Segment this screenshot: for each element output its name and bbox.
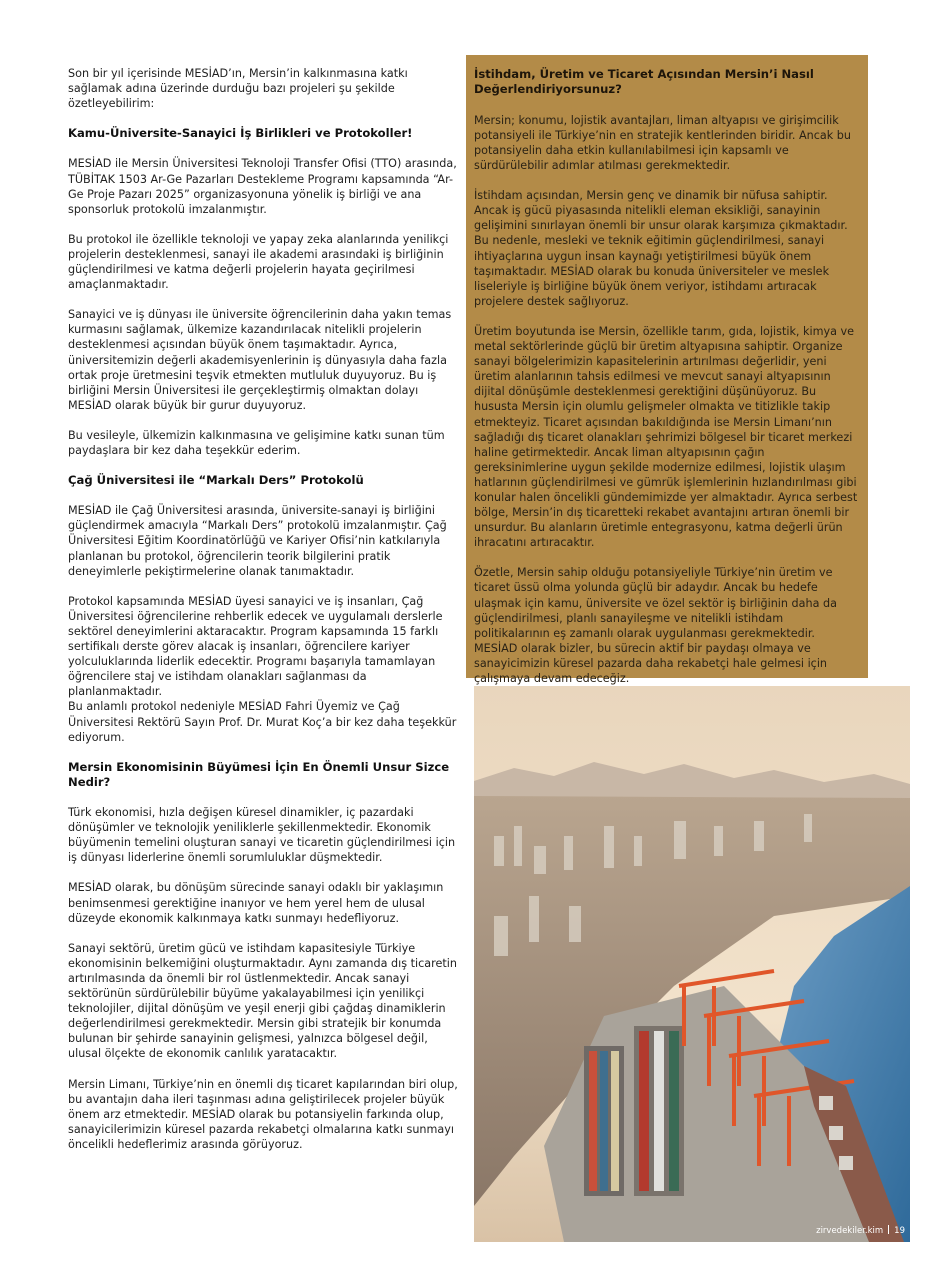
box-heading: İstihdam, Üretim ve Ticaret Açısından Mersin’i Nasıl Değerlendiriyorsunuz? [474, 67, 814, 97]
box-paragraph: İstihdam açısından, Mersin genç ve dinamik bir nüfusa sahiptir. Ancak iş gücü piyasasında nitelikli eleman eksikliği, sanayinin gelişimini sınırlayan önemli bir unsur olarak karşımıza çıkmaktadır. Bu nedenle, mesleki ve teknik eğitimin güçlendirilmesi, sanayi ihtiyaçlarına uygun insan kaynağı yetiştirilmesi büyük önem taşımaktadır. MESİAD olarak bu konuda üniversiteler ve meslek liseleriyle iş birliğine büyük önem veriyor, istihdamı artıracak projelere destek sağlıyoruz. [474, 189, 848, 308]
paragraph: MESİAD ile Mersin Üniversitesi Teknoloji Transfer Ofisi (TTO) arasında, TÜBİTAK 1503 Ar-Ge Pazarları Destekleme Programı kapsamında “Ar-Ge Proje Pazarı 2025” organizasyonuna yönelik iş birliği ve ana sponsorluk protokolü imzalanmıştır. [68, 157, 457, 216]
box-paragraph: Mersin; konumu, lojistik avantajları, liman altyapısı ve girişimcilik potansiyeli ile Türkiye’nin en stratejik kentlerinden biridir. Ancak bu potansiyelin daha etkin kullanılabilmesi için kapsamlı ve sürdürülebilir adımlar atılması gerekmektedir. [474, 113, 851, 173]
paragraph: Bu vesileyle, ülkemizin kalkınmasına ve gelişimine katkı sunan tüm paydaşlara bir kez daha teşekkür ederim. [68, 428, 445, 457]
paragraph: MESİAD olarak, bu dönüşüm sürecinde sanayi odaklı bir yaklaşımın benimsenmesi gerektiğine inanıyor ve hem yerel hem de ulusal düzeyde ekonomik kalkınmaya katkı sunmayı hedefliyoruz. [68, 881, 444, 925]
port-aerial-photo [474, 686, 910, 1242]
intro-paragraph: Son bir yıl içerisinde MESİAD’ın, Mersin’in kalkınmasına katkı sağlamak adına üzerinde durduğu bazı projeleri şu şekilde özetleyebilirim: [68, 67, 408, 111]
paragraph: Türk ekonomisi, hızla değişen küresel dinamikler, iç pazardaki dönüşümler ve teknolojik yeniliklerle şekillenmektedir. Ekonomik büyümenin temelini oluşturan sanayi ve ticaretin güçlendirilmesi için iş dünyası liderlerine önemli sorumluluklar düşmektedir. [68, 806, 456, 865]
paragraph: Bu anlamlı protokol nedeniyle MESİAD Fahri Üyemiz ve Çağ Üniversitesi Rektörü Sayın Prof. Dr. Murat Koç’a bir kez daha teşekkür ediyorum. [68, 700, 457, 744]
paragraph: Bu protokol ile özellikle teknoloji ve yapay zeka alanlarında yenilikçi projelerin desteklenmesi, sanayi ile akademi arasındaki iş birliğinin güçlendirilmesi ve katma değerli projelerin hayata geçirilmesi amaçlanmaktadır. [68, 232, 449, 292]
paragraph: Sanayici ve iş dünyası ile üniversite öğrencilerinin daha yakın temas kurmasını sağlamak, ülkemize kazandırılacak nitelikli projelerin desteklenmesi açısından büyük önem taşımaktadır. Ayrıca, üniversitemizin değerli akademisyenlerinin iş dünyasıyla daha fazla ortak proje üretmesini teşvik etmekten mutluluk duyuyoruz. Bu iş birliğini Mersin Üniversitesi ile gerçekleştirmiş olmaktan dolayı MESİAD olarak büyük bir gurur duyuyoruz. [68, 308, 452, 412]
paragraph: MESİAD ile Çağ Üniversitesi arasında, üniversite-sanayi iş birliğini güçlendirmek amacıyla “Markalı Ders” protokolü imzalanmıştır. Çağ Üniversitesi Eğitim Koordinatörlüğü ve Kariyer Ofisi’nin katkılarıyla planlanan bu protokol, öğrencilerin teorik bilgilerini pratik deneyimlerle pekiştirmelerine olanak tanımaktadır. [68, 504, 447, 578]
section-heading-mersin-economy: Mersin Ekonomisinin Büyümesi İçin En Önemli Unsur Sizce Nedir? [68, 759, 450, 789]
page-number: 19 [894, 1226, 905, 1236]
paragraph: Mersin Limanı, Türkiye’nin en önemli dış ticaret kapılarından biri olup, bu avantajın daha ileri taşınması adına geliştirilecek projeler büyük önem arz etmektedir. MESİAD olarak bu potansiyelin farkında olup, sanayicilerimizin küresel pazarda rekabetçi olmalarına katkı sunmayı öncelikli hedeflerimiz arasında görüyoruz. [68, 1077, 458, 1151]
paragraph: Sanayi sektörü, üretim gücü ve istihdam kapasitesiyle Türkiye ekonomisinin belkemiğini oluşturmaktadır. Aynı zamanda dış ticaretin artırılmasında da önemli bir rol üstlenmektedir. Ancak sanayi sektörünün sürdürülebilir büyüme yakalayabilmesi için yenilikçi teknolojiler, dijital dönüşüm ve yeşil enerji gibi çağdaş dinamiklerin değerlendirilmesi gerekmektedir. Mersin gibi stratejik bir konumda bulunan bir şehirde sanayinin gelişmesi, yalnızca bölgesel değil, ulusal ölçekte de ekonomik canlılık yaratacaktır. [68, 941, 457, 1061]
page-footer [780, 1224, 905, 1238]
box-paragraph: Özetle, Mersin sahip olduğu potansiyeliyle Türkiye’nin üretim ve ticaret üssü olma yolunda güçlü bir adaydır. Ancak bu hedefe ulaşmak için kamu, üniversite ve özel sektör iş birliğinin daha da güçlendirilmesi, planlı sanayileşme ve nitelikli istihdam politikalarının eş zamanlı olarak uygulanması gerekmektedir. MESİAD olarak bizler, bu sürecin aktif bir paydaşı olmaya ve sanayicimizin küresel pazarda daha rekabetçi hale gelmesi için çalışmaya devam edeceğiz. [474, 566, 837, 685]
section-heading-university-industry: Kamu-Üniversite-Sanayici İş Birlikleri ve Protokoller! [68, 126, 413, 141]
highlight-box [466, 55, 868, 685]
box-paragraph: Üretim boyutunda ise Mersin, özellikle tarım, gıda, lojistik, kimya ve metal sektörlerinde güçlü bir üretim altyapısına sahiptir. Organize sanayi bölgelerimizin kapasitelerinin artırılması değerlidir, yeni üretim alanlarının tahsis edilmesi ve mevcut sanayi altyapısının dijital dönüşümle desteklenmesi gerektiğini düşünüyoruz. Bu hususta Mersin için olumlu gelişmeler olmakta ve titizlikle takip etmekteyiz. Ticaret açısından bakıldığında ise Mersin Limanı’nın sağladığı dış ticaret olanakları şehrimizi bölgesel bir ticaret merkezi haline getirmektedir. Ancak liman altyapısının çağın gereksinimlerine uygun şekilde modernize edilmesi, lojistik ulaşım hatlarının güçlendirilmesi ve gümrük işlemlerinin hızlandırılması gibi konular halen öncelikli gündemimizde yer almaktadır. Ayrıca serbest bölge, Mersin’in dış ticaretteki rekabet avantajını artıran önemli bir unsurdur. Bu alanların üretimle entegrasyonu, katma değerli ürün ihracatını artıracaktır. [474, 324, 858, 550]
section-heading-cag-university: Çağ Üniversitesi ile “Markalı Ders” Protokolü [68, 473, 364, 488]
footer-site: zirvedekiler.kim [816, 1226, 884, 1236]
port-illustration [474, 686, 910, 1242]
left-column [68, 66, 458, 1167]
paragraph: Protokol kapsamında MESİAD üyesi sanayici ve iş insanları, Çağ Üniversitesi öğrencilerine rehberlik edecek ve uygulamalı derslerle sektörel deneyimlerini aktaracaktır. Program kapsamında 15 farklı sertifikalı derste görev alacak iş insanları, öğrencilere kariyer yolculuklarında liderlik edecektir. Programı başarıyla tamamlayan öğrencilere staj ve istihdam olanakları sağlanması da planlanmaktadır. [68, 594, 443, 699]
footer-separator [888, 1225, 889, 1234]
